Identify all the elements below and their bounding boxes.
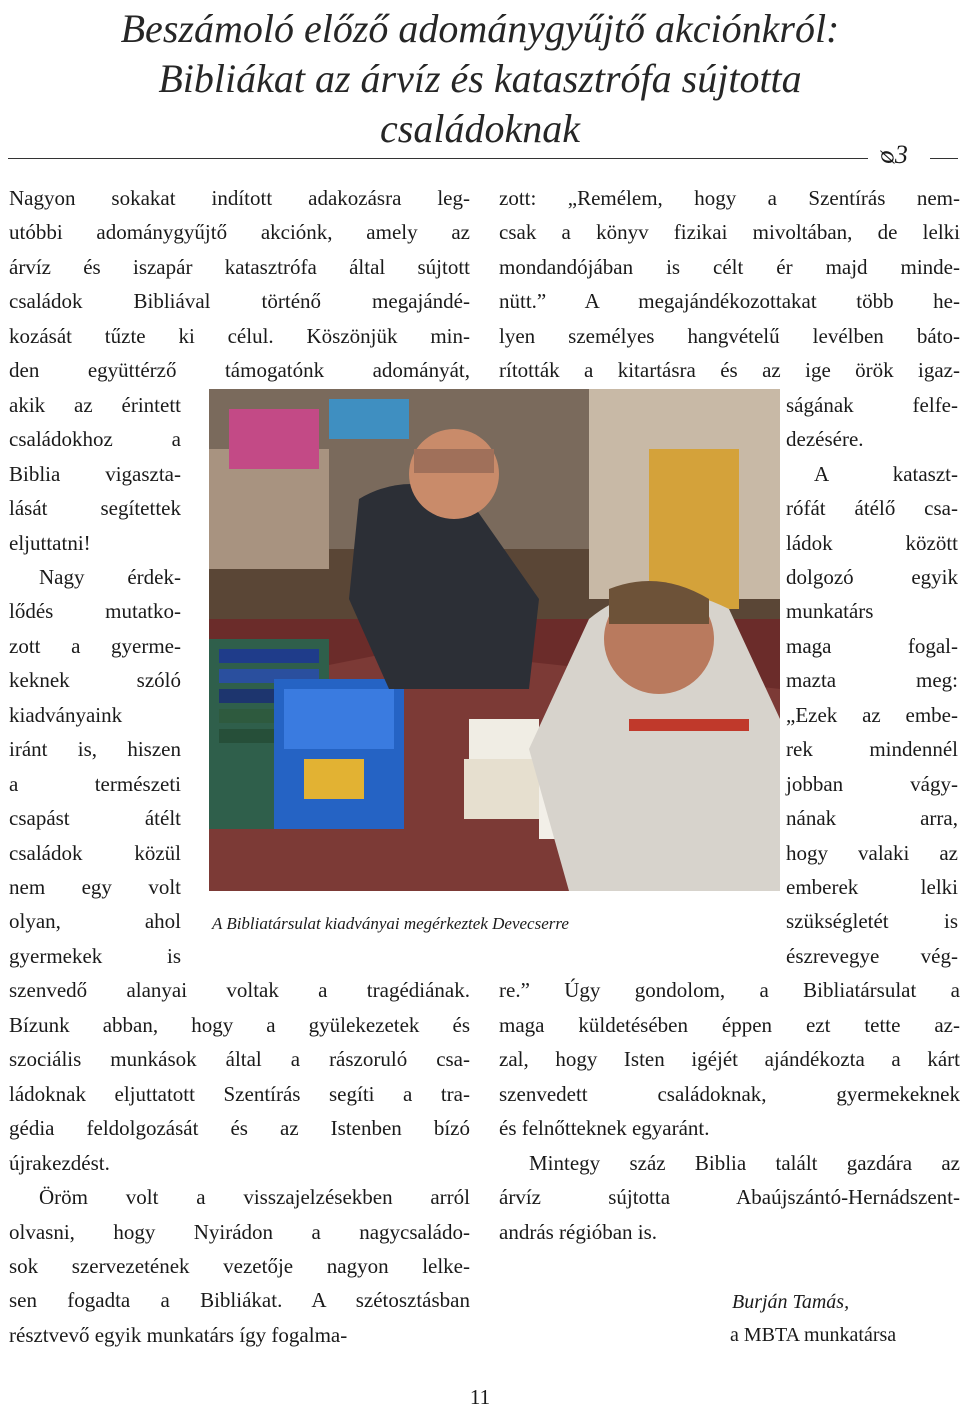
left-column-line: családok Bibliával történő megajándé- <box>9 289 470 314</box>
right-column-line: nütt.” A megajándékozottakat több he- <box>499 289 960 314</box>
photo-caption: A Bibliatársulat kiadványai megérkeztek Devecserre <box>212 914 569 933</box>
right-column-line: andrás régióban is. <box>499 1219 658 1244</box>
left-column-line: kozását tűzte ki célul. Köszönjük min- <box>9 323 470 348</box>
right-column-line: dolgozó egyik <box>786 564 958 589</box>
right-column-line: mazta meg: <box>786 668 958 693</box>
right-column-line: zal, hogy Isten igéjét ajándékozta a kárt <box>499 1047 960 1072</box>
left-column-line: Nagy érdek- <box>39 564 181 589</box>
page-number: 11 <box>469 1385 491 1409</box>
left-column-line: árvíz és iszapár katasztrófa által sújtott <box>9 254 470 279</box>
left-column-line: szociális munkások által a rászoruló csa- <box>9 1047 470 1072</box>
title-line-2: Bibliákat az árvíz és katasztrófa sújtotta <box>158 56 802 101</box>
left-column-line: Biblia vigaszta- <box>9 461 181 486</box>
right-column-line: rek mindennél <box>786 737 958 762</box>
title-divider-tail <box>930 158 958 159</box>
left-column-line: keknek szóló <box>9 668 181 693</box>
right-column-line: nának arra, <box>786 806 958 831</box>
left-column-line: Nagyon sokakat indított adakozásra leg- <box>9 186 470 210</box>
right-column-line: munkatárs <box>786 599 874 624</box>
right-column-line: rították a kitartásra és az ige örök igaz- <box>499 358 960 383</box>
right-column-line: szenvedett családoknak, gyermekeknek <box>499 1081 960 1106</box>
right-column-line: és felnőtteknek egyaránt. <box>499 1116 710 1141</box>
photo-illustration <box>209 389 780 891</box>
right-column-line: „Ezek az embe- <box>786 702 958 727</box>
right-column-line: emberek lelki <box>786 875 958 899</box>
left-column-line: akik az érintett <box>9 392 181 417</box>
left-column-line: résztvevő egyik munkatárs így fogalma- <box>9 1322 348 1347</box>
left-column-line: családokhoz a <box>9 427 181 452</box>
left-column-line: olyan, ahol <box>9 909 181 934</box>
author-role: a MBTA munkatársa <box>730 1324 897 1346</box>
left-column-line: újrakezdést. <box>9 1150 110 1175</box>
right-column-line: ságának felfe- <box>786 392 958 417</box>
title-line-3: családoknak <box>380 106 580 151</box>
left-column-line: a természeti <box>9 771 181 796</box>
right-column-line: mondandójában is célt ér majd minde- <box>499 254 960 279</box>
left-column-line: Bízunk abban, hogy a gyülekezetek és <box>9 1012 470 1037</box>
left-column-line: olvasni, hogy Nyirádon a nagycsaládo- <box>9 1219 470 1244</box>
left-column-line: iránt is, hiszen <box>9 737 181 762</box>
title-divider <box>8 158 868 159</box>
right-column-line: zott: „Remélem, hogy a Szentírás nem- <box>499 186 960 210</box>
left-column-line: eljuttatni! <box>9 530 91 555</box>
right-column-line: re.” Úgy gondolom, a Bibliatársulat a <box>499 978 960 1003</box>
right-column-line: rófát átélő csa- <box>786 496 958 521</box>
photo-bible-delivery <box>209 389 780 891</box>
right-column-line: ládok között <box>786 530 958 555</box>
left-column-line: nem egy volt <box>9 875 181 899</box>
right-column-line: csak a könyv fizikai mivoltában, de lelki <box>499 220 960 245</box>
ornament-icon: ᴓ3 <box>880 140 908 169</box>
right-column-line: észrevegye vég- <box>786 943 958 968</box>
left-column-line: sok szervezetének vezetője nagyon lelke- <box>9 1253 470 1278</box>
left-column-line: lását segítettek <box>9 496 181 521</box>
right-column-line: lyen személyes hangvételű levélben báto- <box>499 323 960 348</box>
right-column-line: dezésére. <box>786 427 864 452</box>
left-column-line: ládoknak eljuttatott Szentírás segíti a tra- <box>9 1081 470 1106</box>
left-column-line: szenvedő alanyai voltak a tragédiának. <box>9 978 470 1003</box>
right-column-line: Mintegy száz Biblia talált gazdára az <box>529 1150 960 1175</box>
right-column-line: maga fogal- <box>786 633 958 658</box>
right-column-line: A kataszt- <box>814 461 958 486</box>
left-column-line: utóbbi adománygyűjtő akciónk, amely az <box>9 220 470 245</box>
left-column-line: lődés mutatko- <box>9 599 181 624</box>
left-column-line: den együttérző támogatónk adományát, <box>9 358 470 383</box>
left-column-line: kiadványaink <box>9 702 123 727</box>
left-column-line: csapást átélt <box>9 806 181 831</box>
title-line-1: Beszámoló előző adománygyűjtő akciónkról: <box>120 6 840 51</box>
left-column-line: családok közül <box>9 840 181 865</box>
right-column-line: hogy valaki az <box>786 840 958 865</box>
left-column-line: Öröm volt a visszajelzésekben arról <box>39 1185 470 1210</box>
right-column-line: szükségletét is <box>786 909 958 934</box>
left-column-line: sen fogadta a Bibliákat. A szétosztásban <box>9 1288 470 1313</box>
right-column-line: árvíz sújtotta Abaújszántó-Hernádszent- <box>499 1185 960 1210</box>
left-column-line: gédia feldolgozását és az Istenben bízó <box>9 1116 470 1141</box>
left-column-line: gyermekek is <box>9 943 181 968</box>
right-column-line: jobban vágy- <box>786 771 958 796</box>
right-column-line: maga küldetésében éppen ezt tette az- <box>499 1012 960 1037</box>
left-column-line: zott a gyerme- <box>9 633 181 658</box>
author-name: Burján Tamás, <box>732 1291 850 1313</box>
